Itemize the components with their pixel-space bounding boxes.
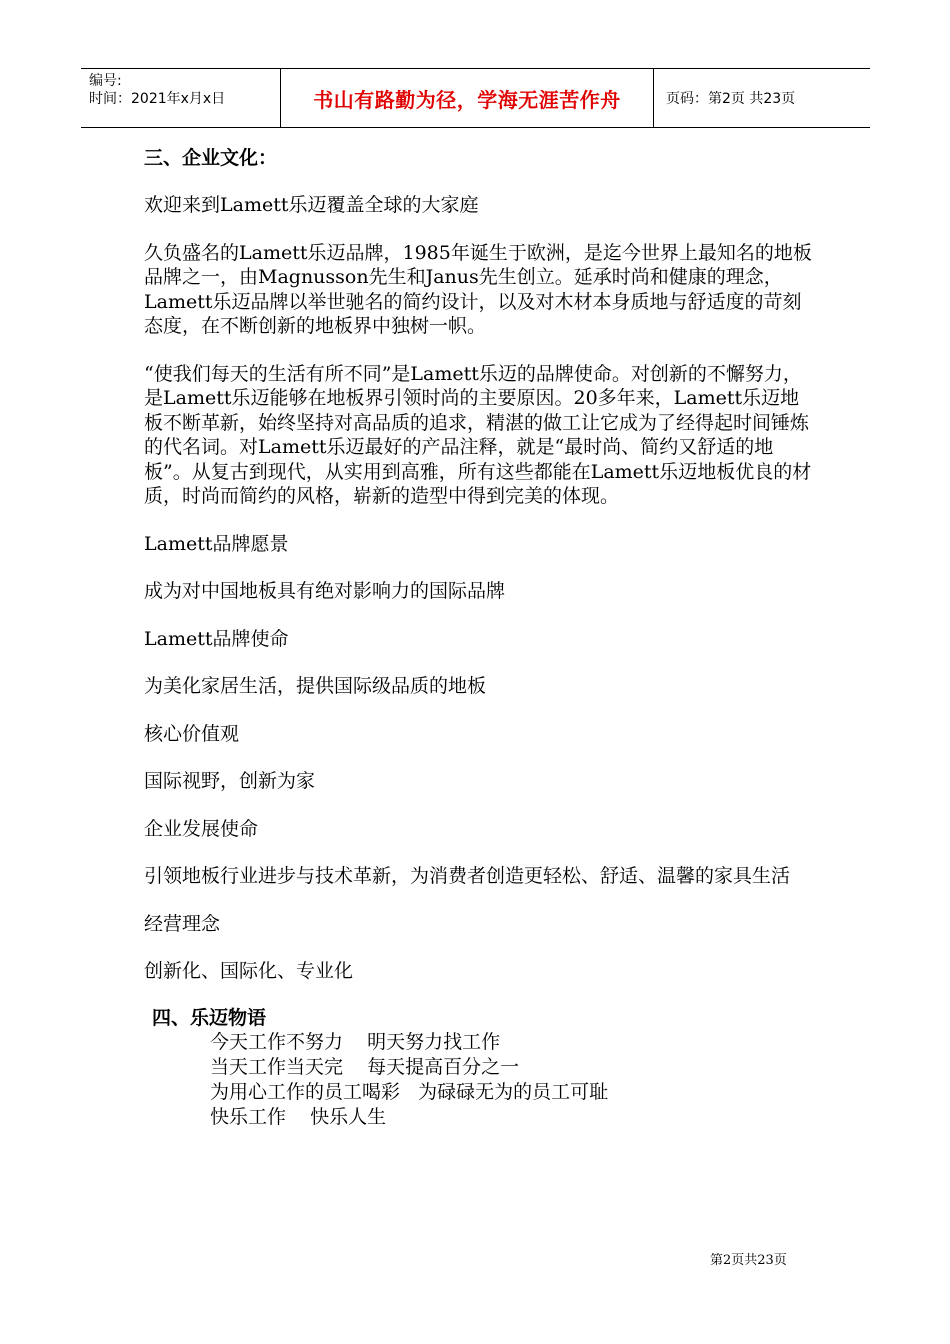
section-heading-culture: 三、企业文化： [144,147,278,169]
slogan-item: 当天工作当天完 每天提高百分之一 [210,1055,520,1078]
slogan-item: 今天工作不努力 明天努力找工作 [210,1030,501,1053]
vision-text: 成为对中国地板具有绝对影响力的国际品牌 [144,580,506,602]
brand-history-paragraph: 久负盛名的Lamett乐迈品牌，1985年诞生于欧洲，是迄今世界上最知名的地板品牌之一，由Magnusson先生和Janus先生创立。延承时尚和健康的理念，Lamett乐迈品牌以举世驰名的简约设计，以及对木材本身质地与舒适度的苛刻态度，在不断创新的地板界中独树一帜。 [144,241,812,337]
brand-mission-paragraph: “使我们每天的生活有所不同”是Lamett乐迈的品牌使命。对创新的不懈努力，是Lamett乐迈能够在地板界引领时尚的主要原因。20多年来，Lamett乐迈地板不断革新，始终坚持对高品质的追求，精湛的做工让它成为了经得起时间锤炼的代名词。对Lamett乐迈最好的产品注释，就是“最时尚、简约又舒适的地板”。从复古到现代，从实用到高雅，所有这些都能在Lamett乐迈地板优良的材质，时尚而简约的风格，崭新的造型中得到完美的体现。 [144,362,812,507]
document-number-label: 编号: [89,73,122,89]
philosophy-label: 经营理念 [144,912,221,935]
development-mission-text: 引领地板行业进步与技术革新，为消费者创造更轻松、舒适、温馨的家具生活 [144,865,791,887]
slogan-list [210,1030,812,1130]
core-values-label: 核心价值观 [144,722,240,745]
page-footer-number: 第2页共23页 [710,1253,787,1268]
header-meta [81,69,281,127]
document-body [144,146,812,1130]
philosophy-text: 创新化、国际化、专业化 [144,960,354,982]
development-mission-label: 企业发展使命 [144,817,259,840]
slogan-item: 快乐工作 快乐人生 [210,1105,387,1128]
welcome-line: 欢迎来到Lamett乐迈覆盖全球的大家庭 [144,194,479,216]
slogan-item: 为用心工作的员工喝彩 为碌碌无为的员工可耻 [210,1080,609,1103]
document-time: 时间：2021年x月x日 [89,91,226,107]
mission-text: 为美化家居生活，提供国际级品质的地板 [144,675,487,697]
core-values-text: 国际视野，创新为家 [144,770,316,792]
header-page-number: 页码：第2页 共23页 [666,91,796,107]
header-motto: 书山有路勤为径，学海无涯苦作舟 [281,69,654,127]
page-header [81,68,870,128]
mission-label: Lamett品牌使命 [144,627,289,650]
vision-label: Lamett品牌愿景 [144,532,289,555]
section-heading-sayings: 四、乐迈物语 [152,1006,267,1029]
